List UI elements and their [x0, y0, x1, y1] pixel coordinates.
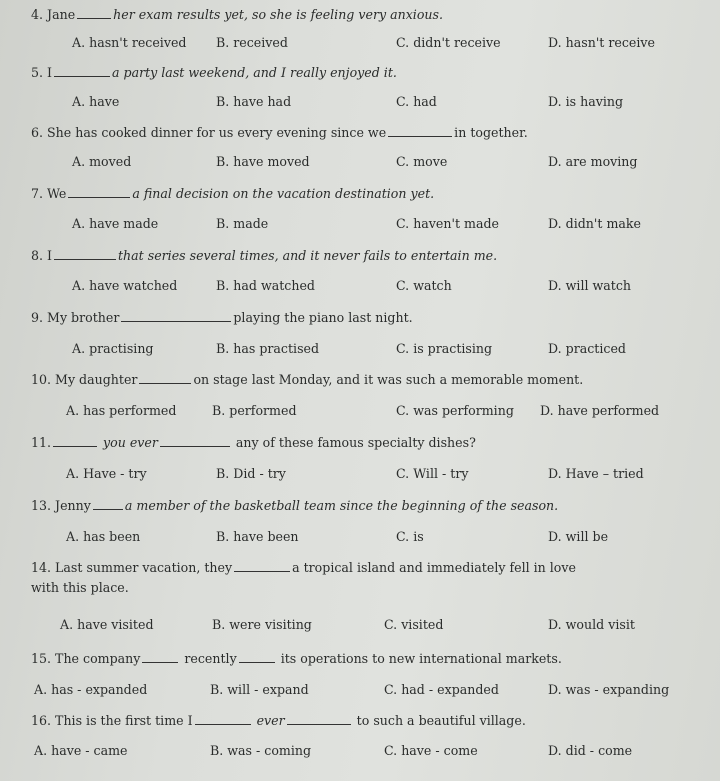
- answer-blank: [287, 712, 351, 725]
- answer-blank: [139, 371, 191, 384]
- options-row-9: [0, 340, 720, 358]
- answer-blank: [388, 124, 452, 137]
- option-c: C. didn't receive: [396, 35, 501, 50]
- question-number: 16.: [31, 713, 52, 728]
- question-5: [31, 64, 711, 82]
- question-text: on stage last Monday, and it was such a memorable moment.: [193, 372, 584, 387]
- question-text: My brother: [47, 310, 120, 325]
- options-row-16: [0, 742, 720, 760]
- question-number: 11.: [31, 435, 52, 450]
- answer-blank: [234, 559, 290, 572]
- question-text: you ever: [103, 435, 158, 450]
- answer-blank: [195, 712, 251, 725]
- option-a: A. practising: [72, 341, 154, 356]
- option-d: D. Have – tried: [548, 466, 644, 481]
- option-a: A. have: [72, 94, 120, 109]
- option-b: B. will - expand: [210, 682, 309, 697]
- option-d: D. didn't make: [548, 216, 641, 231]
- question-16: [31, 712, 711, 730]
- question-6: [31, 124, 711, 142]
- option-c: C. had: [396, 94, 437, 109]
- option-c: C. have - come: [384, 743, 478, 758]
- option-a: A. have made: [72, 216, 159, 231]
- options-row-13: [0, 528, 720, 546]
- option-d: D. is having: [548, 94, 624, 109]
- answer-blank: [54, 247, 116, 260]
- option-d: D. practiced: [548, 341, 626, 356]
- option-c: C. move: [396, 154, 448, 169]
- question-number: 7. We: [31, 186, 67, 201]
- option-c: C. haven't made: [396, 216, 499, 231]
- answer-blank: [239, 650, 275, 663]
- answer-blank: [77, 6, 111, 19]
- question-number: 5. I: [31, 65, 52, 80]
- options-row-10: [0, 402, 720, 420]
- option-d: D. was - expanding: [548, 682, 670, 697]
- question-number: 9.: [31, 310, 44, 325]
- option-c: C. Will - try: [396, 466, 469, 481]
- option-b: B. was - coming: [210, 743, 312, 758]
- option-c: C. watch: [396, 278, 452, 293]
- option-c: C. visited: [384, 617, 444, 632]
- options-row-7: [0, 215, 720, 233]
- question-text: a final decision on the vacation destination yet.: [132, 186, 435, 201]
- question-text-line2: with this place.: [31, 580, 129, 595]
- option-d: D. will be: [548, 529, 609, 544]
- option-a: A. have visited: [60, 617, 154, 632]
- question-11: [31, 434, 711, 452]
- question-number: 10.: [31, 372, 52, 387]
- options-row-15: [0, 681, 720, 699]
- question-14: [31, 558, 711, 598]
- question-number: 14.: [31, 560, 52, 575]
- option-a: A. has performed: [66, 403, 177, 418]
- question-number: 15.: [31, 651, 52, 666]
- option-a: A. have - came: [34, 743, 128, 758]
- question-10: [31, 371, 711, 389]
- question-15: [31, 650, 711, 668]
- question-number: 13.: [31, 498, 52, 513]
- question-text: a party last weekend, and I really enjoyed it.: [112, 65, 397, 80]
- options-row-6: [0, 153, 720, 171]
- option-a: A. has been: [66, 529, 141, 544]
- question-text: in together.: [454, 125, 528, 140]
- question-text: to such a beautiful village.: [356, 713, 526, 728]
- option-d: D. will watch: [548, 278, 632, 293]
- question-text: Jenny: [55, 498, 91, 513]
- question-text: The company: [55, 651, 141, 666]
- option-b: B. have moved: [216, 154, 310, 169]
- options-row-14: [0, 616, 720, 634]
- option-c: C. is: [396, 529, 424, 544]
- option-b: B. have been: [216, 529, 299, 544]
- question-text: any of these famous specialty dishes?: [235, 435, 476, 450]
- question-text: her exam results yet, so she is feeling very anxious.: [113, 7, 443, 22]
- question-text: My daughter: [55, 372, 138, 387]
- option-b: B. have had: [216, 94, 292, 109]
- question-9: [31, 309, 711, 327]
- answer-blank: [53, 434, 97, 447]
- option-c: C. was performing: [396, 403, 514, 418]
- question-8: [31, 247, 711, 265]
- question-13: [31, 497, 711, 515]
- option-c: C. is practising: [396, 341, 493, 356]
- question-text: ever: [256, 713, 285, 728]
- option-b: B. had watched: [216, 278, 315, 293]
- option-b: B. were visiting: [212, 617, 312, 632]
- question-text: a member of the basketball team since the beginning of the season.: [124, 498, 559, 513]
- answer-blank: [68, 185, 130, 198]
- option-a: A. moved: [72, 154, 132, 169]
- question-4: [31, 6, 711, 24]
- option-b: B. performed: [212, 403, 297, 418]
- question-text: a tropical island and immediately fell in love: [292, 560, 576, 575]
- option-b: B. received: [216, 35, 288, 50]
- option-c: C. had - expanded: [384, 682, 499, 697]
- option-a: A. Have - try: [66, 466, 147, 481]
- question-text: Jane: [47, 7, 76, 22]
- answer-blank: [93, 497, 123, 510]
- question-text: Last summer vacation, they: [55, 560, 233, 575]
- answer-blank: [160, 434, 230, 447]
- option-a: A. have watched: [72, 278, 178, 293]
- option-d: D. have performed: [540, 403, 660, 418]
- option-d: D. did - come: [548, 743, 633, 758]
- option-d: D. would visit: [548, 617, 635, 632]
- option-b: B. Did - try: [216, 466, 286, 481]
- question-text: recently: [184, 651, 237, 666]
- question-number: 4.: [31, 7, 44, 22]
- option-b: B. made: [216, 216, 269, 231]
- options-row-5: [0, 93, 720, 111]
- options-row-4: [0, 34, 720, 52]
- question-text: This is the first time I: [55, 713, 193, 728]
- option-a: A. has - expanded: [34, 682, 148, 697]
- option-d: D. are moving: [548, 154, 638, 169]
- question-number: 8. I: [31, 248, 52, 263]
- option-d: D. hasn't receive: [548, 35, 655, 50]
- answer-blank: [121, 309, 231, 322]
- options-row-8: [0, 277, 720, 295]
- question-text: its operations to new international markets.: [280, 651, 562, 666]
- answer-blank: [54, 64, 110, 77]
- answer-blank: [142, 650, 178, 663]
- option-b: B. has practised: [216, 341, 320, 356]
- option-a: A. hasn't received: [72, 35, 187, 50]
- question-text: that series several times, and it never fails to entertain me.: [118, 248, 498, 263]
- question-number: 6.: [31, 125, 44, 140]
- question-text: She has cooked dinner for us every evening since we: [47, 125, 387, 140]
- options-row-11: [0, 465, 720, 483]
- question-text: playing the piano last night.: [233, 310, 413, 325]
- question-7: [31, 185, 711, 203]
